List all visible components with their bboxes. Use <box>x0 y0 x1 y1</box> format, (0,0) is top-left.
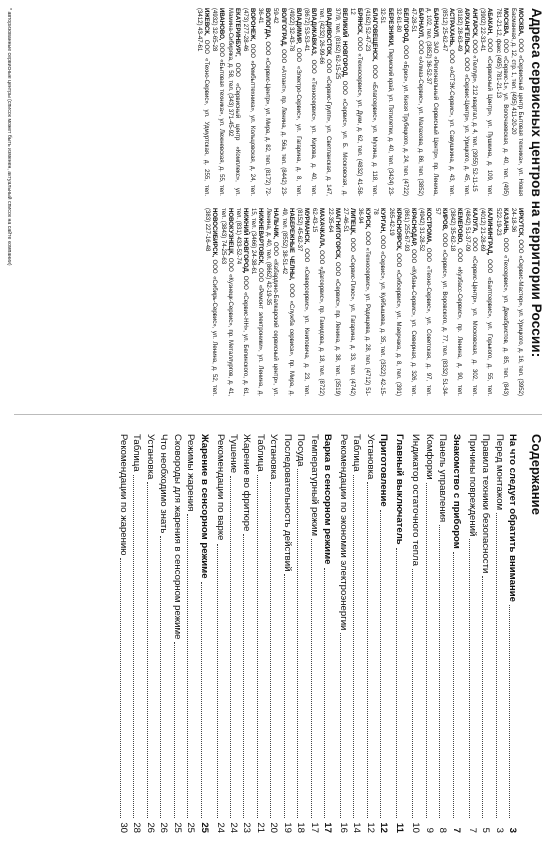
toc-dot-leader <box>509 605 510 818</box>
toc-entry[interactable] <box>494 434 504 833</box>
service-center-details: ООО «Сервис-Плюс», ул. Гагарина, д. 33, тел. (4742) 27-46-51 <box>341 208 355 396</box>
toc-entry-title: Температурный режим <box>308 434 320 536</box>
service-center-details: ООО «Техносервис», ул. Кирова, д. 40, тел. (8672) 53-53-41 <box>303 8 317 196</box>
service-center-city: БРЯНСК, <box>355 8 362 35</box>
service-center-city: КОСТРОМА, <box>425 208 432 245</box>
service-center-entry <box>241 8 255 196</box>
toc-dot-leader <box>187 514 188 818</box>
toc-entry[interactable] <box>365 434 375 833</box>
service-center-entry <box>295 208 309 396</box>
service-center-entry <box>195 8 209 196</box>
toc-entry[interactable] <box>437 434 447 833</box>
service-center-details: ООО «Техсервис», ул. Декабристов, д. 85, тел. (843) 522-19-23 <box>494 208 508 396</box>
toc-entry-title: Приготовление <box>378 434 390 507</box>
service-center-city: БЛАГОВЕЩЕНСК, <box>371 8 378 62</box>
service-center-city: НАЛЬЧИК, <box>272 208 279 239</box>
toc-entry[interactable] <box>255 434 265 833</box>
toc-page-number: 11 <box>394 822 406 833</box>
service-center-details: ООО «Сервис-1», ул. Волочаевская, д. 40, тел. (495) 781-21-12, факс (495) 781-21-13 <box>494 8 508 196</box>
toc-entry-title: Правила техники безопасности <box>480 434 492 574</box>
service-center-city: ЛИПЕЦК, <box>348 208 355 235</box>
toc-dot-leader <box>217 544 218 819</box>
toc-entry[interactable] <box>378 434 388 833</box>
toc-entry[interactable] <box>467 434 477 833</box>
toc-entry-title: Сковороды для жарения в сенсорном режиме <box>171 434 183 640</box>
service-center-city: ИЖЕВСК, <box>203 8 210 36</box>
service-center-entry <box>470 8 477 196</box>
toc-entry[interactable] <box>185 434 195 833</box>
service-center-entry <box>371 208 385 396</box>
service-center-city: АНГАРСК, <box>471 8 478 38</box>
toc-dot-leader <box>120 558 121 818</box>
toc-entry[interactable] <box>394 434 404 833</box>
toc-dot-leader <box>270 482 271 818</box>
service-center-details: ООО «Сервис-Центр», ул. Московская, д. 302, тел. (4842) 51-37-09 <box>464 208 478 396</box>
service-center-details: ООО «Техносервис», ул. Радищева, д. 28, тел. (4712) 51-36-94 <box>357 208 371 396</box>
service-center-entry <box>356 208 370 396</box>
toc-entry[interactable] <box>145 434 155 833</box>
toc-page-number: 20 <box>268 822 280 833</box>
service-center-city: КЕМЕРОВО, <box>455 208 462 245</box>
toc-entry-title: Установка <box>268 434 280 480</box>
footnote: * авторизованные сервисные центры (список может быть изменен, актуальный список на сайте компании) <box>6 8 12 266</box>
toc-entry-title: Перед монтажом <box>493 434 505 511</box>
toc-entry[interactable] <box>228 434 238 833</box>
service-center-entry <box>378 8 392 196</box>
service-center-details: ООО «Балтсервис», ул. Горького, д. 55, тел. (4012) 21-28-69 <box>479 208 493 396</box>
service-center-city: ВОРОНЕЖ, <box>248 8 255 42</box>
service-center-city: МАГНИТОГОРСК, <box>333 208 340 260</box>
toc-dot-leader <box>160 536 161 818</box>
service-center-city: КАЛИНИНГРАД, <box>486 208 493 256</box>
service-center-details: ООО «Сервис-Центр», ул. Мира, д. 82, тел. (8172) 72-36-41 <box>257 8 271 196</box>
service-center-entry <box>348 8 362 196</box>
service-center-details: ООО «Сервис», ул. Воровского, д. 77, тел. (8332) 51-34-57 <box>433 208 447 396</box>
service-center-entry <box>433 208 447 396</box>
service-center-details: ООО «Теллур», 212 квартал, д. 4, тел. (3955) 52-11-15 <box>471 39 478 192</box>
service-center-city: МАХАЧКАЛА, <box>318 208 325 249</box>
service-center-city: НОВОКУЗНЕЦК, <box>226 208 233 256</box>
toc-entry-title: Установка <box>364 434 376 480</box>
service-center-details: Пермский край, ул. Пятилетки, д. 40, тел. (3424) 23-32-51 <box>379 8 393 196</box>
toc-dot-leader <box>284 574 285 818</box>
toc-entry-title: Таблица <box>131 434 143 472</box>
toc-dot-leader <box>201 582 202 818</box>
service-center-entry <box>402 208 416 396</box>
service-center-details: ООО «Сибсервис», ул. Маерчака, д. 8, тел. (391) 265-42-19 <box>387 208 401 396</box>
service-center-city: ВОЛОГДА, <box>264 8 271 40</box>
toc-page-number: 25 <box>171 822 183 833</box>
service-center-entry <box>333 8 347 196</box>
toc-entry-title: Панель управления <box>437 434 449 523</box>
toc-entry-title: Варка в сенсорном режиме <box>322 434 334 565</box>
service-center-entry <box>287 8 301 196</box>
service-center-city: НИЖНИЙ НОВГОРОД, <box>241 208 248 274</box>
toc-page-number: 7 <box>450 827 462 833</box>
service-center-entry <box>210 8 224 196</box>
service-center-details: ООО «Кубань-Сервис», ул. Северная, д. 326, тел. (861) 255-67-93 <box>402 208 417 396</box>
service-center-details: ООО «Сервисный Центр», ул. Пушкина, д. 109, тел. (3902) 22-33-41 <box>479 8 493 196</box>
toc-dot-leader <box>243 534 244 818</box>
toc-page-number: 23 <box>241 822 253 833</box>
toc-entry-title: Таблица <box>254 434 266 472</box>
service-center-entry <box>409 8 423 196</box>
service-center-entry <box>463 208 477 396</box>
service-center-details: ООО «Сервис-Мастер», ул. Урицкого, д. 16, тел. (3952) 24-18-36 <box>509 208 523 396</box>
toc-dot-leader <box>354 475 355 818</box>
toc-dot-leader <box>453 552 454 818</box>
toc-page-number: 8 <box>437 827 449 833</box>
service-center-details: ООО «Дагсервис», пр. Гамидова, д. 18, тел. (8722) 62-43-15 <box>311 208 325 396</box>
service-center-entry <box>478 8 492 196</box>
service-center-entry <box>219 208 233 396</box>
service-center-entry <box>494 208 508 396</box>
toc-dot-leader <box>469 539 470 818</box>
service-center-city: БЕЛГОРОД, <box>401 8 408 44</box>
toc-entry[interactable] <box>241 434 251 833</box>
toc-entry-title: Индикатор остаточного тепла <box>410 434 422 566</box>
service-center-entry <box>234 208 248 396</box>
toc-entry-title: Установка <box>144 434 156 480</box>
service-center-details: ООО «Сервисный центр Бытовая техника», ул. Новая Басманная, д. 12, стр. 1, тел. (495) 411-20-20 <box>509 8 523 196</box>
service-center-entry <box>424 8 438 196</box>
toc-entry-title: Жарение в сенсорном режиме <box>198 434 210 579</box>
service-centers-title: Адреса сервисных центров на территории России: <box>529 8 544 358</box>
toc-entry-title: Главный выключатель <box>394 434 406 545</box>
toc-entry[interactable] <box>338 434 348 833</box>
toc-page-number: 12 <box>378 822 390 833</box>
service-center-entry <box>363 8 377 196</box>
service-center-city: НАБЕРЕЖНЫЕ ЧЕЛНЫ, <box>287 208 294 281</box>
toc-dot-leader <box>482 576 483 818</box>
toc-page-number: 12 <box>364 822 376 833</box>
toc-entry-title: Таблица <box>351 434 363 472</box>
service-center-entry <box>249 208 263 396</box>
service-center-entry <box>341 208 355 396</box>
service-centers-list <box>195 8 523 396</box>
service-centers-section <box>0 0 556 406</box>
toc-entry[interactable] <box>268 434 278 833</box>
service-center-entry <box>226 8 240 196</box>
service-center-details: ЗАО «Региональный Сервисный Центр», пр. Ленина, д. 102, тел. (3852) 36-52-37 <box>425 8 439 196</box>
service-center-details: ООО «Бриз», ул. Князя Трубецкого, д. 24, тел. (4722) 32-61-80 <box>394 8 408 196</box>
toc-dot-leader <box>297 469 298 818</box>
toc-page-number: 18 <box>295 822 307 833</box>
toc-page-number: 3 <box>493 827 505 833</box>
service-center-entry <box>203 208 217 396</box>
service-center-entry <box>478 208 492 396</box>
toc-entry[interactable] <box>480 434 490 833</box>
toc-dot-leader <box>257 475 258 818</box>
toc-page-number: 5 <box>480 827 492 833</box>
service-center-city: АБАКАН, <box>486 8 493 35</box>
service-center-city: КУРСК, <box>364 208 371 230</box>
service-center-city: ВЛАДИМИР, <box>294 8 301 44</box>
service-center-city: КИРОВ, <box>440 208 447 231</box>
toc-dot-leader <box>311 539 312 818</box>
service-center-details: ООО «Сервис», ул. Б. Московская, д. 37/9, тел. (8162) 62-15-25 <box>333 8 347 196</box>
service-center-details: ООО «Сервис-Центр», ул. Урицкого, д. 45, тел. (8182) 28-63-49 <box>455 8 469 196</box>
toc-entry-title: Знакомство с прибором <box>450 434 462 549</box>
toc-page-number: 30 <box>117 822 129 833</box>
toc-entry-title: Причины повреждений <box>466 434 478 537</box>
toc-entry[interactable] <box>352 434 362 833</box>
toc-page-number: 19 <box>281 822 293 833</box>
toc-page-number: 14 <box>351 822 363 833</box>
service-center-city: КРАСНОДАР, <box>410 208 417 247</box>
service-center-details: ООО «Северсервис», ул. Книповича, д. 23, тел. (8152) 45-62-37 <box>296 208 310 396</box>
toc-page-number: 26 <box>144 822 156 833</box>
service-center-city: КУРГАН, <box>379 208 386 234</box>
toc-entry-title: Последовательность действий <box>281 434 293 572</box>
service-center-details: ООО «Кабардино-Балкарский сервисный центр», ул. Ленина, д. 40, тел. (8662) 42-19-35 <box>265 208 279 396</box>
toc-dot-leader <box>147 482 148 818</box>
service-center-details: ООО «АСТЭК-Сервис», ул. Савушкина, д. 43, тел. (8512) 25-62-47 <box>440 8 454 197</box>
service-center-entry <box>455 8 469 196</box>
service-center-entry <box>394 8 408 196</box>
toc-entry[interactable] <box>507 434 517 833</box>
service-center-entry <box>317 8 331 196</box>
toc-entry[interactable] <box>131 434 141 833</box>
toc-entry[interactable] <box>199 434 209 833</box>
toc-entry[interactable] <box>118 434 128 833</box>
service-center-entry <box>264 208 278 396</box>
service-center-details: ООО «Техно-Сервис», ул. Удмуртская, д. 255, тел. (3412) 43-47-61 <box>196 8 210 197</box>
toc-entry-title: Посуда <box>295 434 307 467</box>
toc-dot-leader <box>496 513 497 818</box>
toc-entry-title: Что необходимо знать <box>158 434 170 534</box>
column-divider <box>14 414 542 415</box>
service-center-details: ООО «Благсервис», ул. Мухина, д. 118, тел. (4162) 52-47-23 <box>364 8 378 196</box>
toc-dot-leader <box>380 510 381 818</box>
service-center-details: ООО «Сервис-НН», ул. Белинского, д. 61, тел. (831) 433-52-74 <box>234 208 248 396</box>
service-center-details: ООО «Ремонт электроники», ул. Ленина, д. 15, тел. (3466) 24-38-61 <box>250 208 264 396</box>
service-center-city: НИЖНЕВАРТОВСК, <box>257 208 264 266</box>
service-center-details: ООО «Атлант», пр. Ленина, д. 56а, тел. (8442) 23-59-42 <box>272 8 286 196</box>
table-of-contents <box>0 424 556 841</box>
service-center-details: ООО «Кузнецк-Сервис», пр. Металлургов, д. 41, тел. (3843) 74-25-63 <box>219 208 233 396</box>
toc-entry-title: Режимы жарения <box>185 434 197 512</box>
toc-entry-title: Комфорки <box>423 434 435 480</box>
service-center-entry <box>326 208 340 396</box>
toc-page-number: 24 <box>228 822 239 833</box>
toc-dot-leader <box>174 642 175 818</box>
service-center-entry <box>280 208 294 396</box>
service-center-city: АСТРАХАНЬ, <box>447 8 454 47</box>
service-center-details: ООО «Техно-Сервис», ул. Советская, д. 97, тел. (4942) 31-28-52 <box>418 208 432 396</box>
toc-page-number: 24 <box>214 822 226 833</box>
service-center-details: ООО «Бытовая техника», ул. Лежневская, д. 55, тел. (4932) 32-65-28 <box>211 8 225 196</box>
service-center-entry <box>509 208 523 396</box>
toc-page-number: 25 <box>198 822 210 833</box>
toc-dot-leader <box>367 482 368 818</box>
service-center-entry <box>256 8 270 196</box>
service-center-entry <box>494 8 508 196</box>
toc-page-number: 3 <box>507 827 518 833</box>
service-center-details: ООО «Алмаз-Сервис», ул. Малахова, д. 86, тел. (3852) 47-28-51 <box>410 8 424 196</box>
service-center-entry <box>509 8 523 196</box>
toc-dot-leader <box>324 568 325 818</box>
toc-entry-title: Жарение во фритюре <box>241 434 253 532</box>
toc-page-number: 21 <box>254 822 266 833</box>
toc-dot-leader <box>426 483 427 818</box>
service-center-city: КАЛУГА, <box>471 208 478 234</box>
service-center-city: БЕРЕЗНИКИ, <box>386 8 393 47</box>
toc-dot-leader <box>412 569 413 818</box>
service-center-city: ЕКАТЕРИНБУРГ, <box>233 8 240 57</box>
toc-page-number: 26 <box>158 822 170 833</box>
service-center-city: КАЗАНЬ, <box>501 208 508 235</box>
service-center-entry <box>310 208 324 396</box>
toc-entry-title: Рекомендации по жарению <box>117 434 129 556</box>
toc-entry[interactable] <box>282 434 292 833</box>
toc-page-number: 10 <box>410 822 422 833</box>
service-center-details: ООО «Служба сервиса», пр. Мира, д. 49, тел. (8552) 38-51-42 <box>280 208 294 396</box>
service-center-city: МОСКВА, <box>517 8 523 36</box>
toc-entry-title: Рекомендации по экономии электроэнергии <box>338 434 350 631</box>
service-center-city: ВЛАДИКАВКАЗ, <box>310 8 317 56</box>
service-center-city: ВЕЛИКИЙ НОВГОРОД, <box>340 8 347 78</box>
service-center-city: ВЛАДИВОСТОК, <box>325 8 332 57</box>
service-center-city: ИВАНОВО, <box>218 8 225 41</box>
toc-entry-title: Тушение <box>228 434 239 474</box>
service-center-city: МУРМАНСК, <box>303 208 310 245</box>
service-center-city: МОСКВА, <box>501 8 508 36</box>
toc-entry-title: Рекомендации по варке <box>214 434 226 541</box>
service-center-details: ООО «Рембыттехника», ул. Кольцовская, д. 24, тел. (473) 277-28-46 <box>241 8 255 197</box>
service-center-details: ООО «Сервисный центр «Комплекс», ул. Мамина-Сибиряка, д. 58, тел. (343) 371-45-92 <box>226 8 240 196</box>
toc-page-number: 16 <box>338 822 350 833</box>
service-center-city: КРАСНОЯРСК, <box>394 208 401 251</box>
toc-page-number: 17 <box>322 822 334 833</box>
toc-entry-title: На что следует обратить внимание <box>507 434 518 602</box>
toc-entry[interactable] <box>451 434 461 833</box>
service-center-entry <box>387 208 401 396</box>
service-center-city: ВОЛГОГРАД, <box>279 8 286 47</box>
toc-entry[interactable] <box>158 434 168 833</box>
toc-entry[interactable] <box>410 434 420 833</box>
toc-dot-leader <box>439 525 440 818</box>
service-center-entry <box>302 8 316 196</box>
service-center-details: ООО «Сервис», ул. Куйбышева, д. 35, тел. (3522) 42-15-78 <box>372 208 386 396</box>
toc-page-number: 7 <box>466 827 478 833</box>
toc-list <box>118 434 517 833</box>
toc-entry[interactable] <box>322 434 332 833</box>
service-center-details: ООО «Электро-Сервис», ул. Гагарина, д. 8, тел. (4922) 32-43-78 <box>287 8 301 197</box>
service-center-city: АРХАНГЕЛЬСК, <box>462 8 469 55</box>
service-center-details: ООО «Техносервис», ул. Дуки, д. 62, тел. (4832) 41-58-12 <box>348 8 362 197</box>
toc-dot-leader <box>396 548 397 818</box>
toc-dot-leader <box>340 633 341 818</box>
toc-title: Содержание <box>529 434 544 516</box>
service-center-entry <box>440 8 454 196</box>
service-center-city: НОВОСИБИРСК, <box>211 208 218 258</box>
toc-entry[interactable] <box>309 434 319 833</box>
toc-dot-leader <box>133 475 134 818</box>
service-center-details: ООО «Сервис-Групп», ул. Светланская, д. 147, тел. (4232) 26-99-66 <box>318 8 332 196</box>
service-center-details: ООО «Кузбасс-Сервис», пр. Ленина, д. 90, тел. (3842) 35-62-18 <box>448 208 462 396</box>
service-center-city: БАРНАУЛ, <box>432 8 439 39</box>
toc-entry[interactable] <box>295 434 305 833</box>
service-center-details: ООО «Сервис», пр. Ленина, д. 38, тел. (3519) 22-35-64 <box>326 208 340 396</box>
service-center-city: БАРНАУЛ, <box>417 8 424 39</box>
toc-page-number: 25 <box>185 822 197 833</box>
toc-entry[interactable] <box>172 434 182 833</box>
service-center-city: ИРКУТСК, <box>517 208 523 238</box>
service-center-entry <box>271 8 285 196</box>
toc-dot-leader <box>230 476 231 818</box>
toc-entry[interactable] <box>424 434 434 833</box>
service-center-entry <box>448 208 462 396</box>
toc-page-number: 17 <box>308 822 320 833</box>
toc-page-number: 28 <box>131 822 143 833</box>
service-center-entry <box>417 208 431 396</box>
service-center-details: ООО «Сибирь-Сервис», ул. Ленина, д. 52, тел. (383) 227-16-48 <box>204 208 218 396</box>
toc-page-number: 9 <box>423 827 435 833</box>
toc-entry[interactable] <box>215 434 225 833</box>
